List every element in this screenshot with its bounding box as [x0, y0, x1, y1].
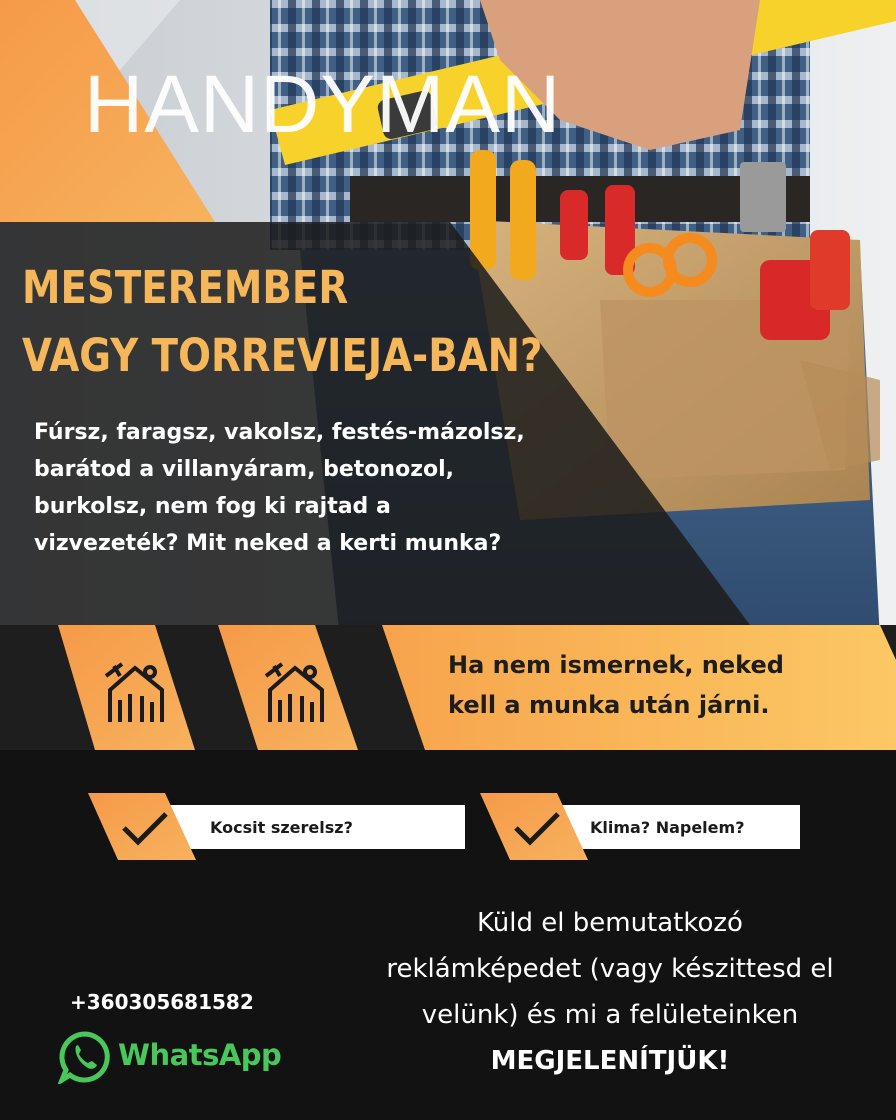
phone-number[interactable]: +360305681582 [70, 990, 254, 1014]
check-label-climate: Klima? Napelem? [590, 818, 745, 837]
checkmark-icon [120, 808, 170, 848]
cta-line-emphasis: MEGJELENÍTJÜK! [490, 1046, 730, 1076]
whatsapp-link[interactable] [58, 1030, 282, 1084]
intro-line: vizvezeték? Mit neked a kerti munka? [34, 531, 502, 556]
banner-line: kell a munka után járni. [448, 691, 770, 719]
check-label-car: Kocsit szerelsz? [210, 818, 353, 837]
tools-house-icon [260, 656, 330, 726]
cta-line: velünk) és mi a felületeinken [421, 1000, 799, 1030]
headline [22, 254, 543, 390]
cta-line: reklámképedet (vagy készittesd el [386, 954, 834, 984]
poster-title: HANDYMAN [84, 59, 562, 150]
banner-text [448, 645, 784, 725]
intro-text [34, 414, 594, 562]
whatsapp-icon [58, 1030, 112, 1084]
headline-line-1: MESTEREMBER [22, 261, 349, 314]
intro-line: barátod a villanyáram, betonozol, [34, 457, 455, 482]
whatsapp-label: WhatsApp [118, 1038, 282, 1072]
intro-line: burkolsz, nem fog ki rajtad a [34, 494, 391, 519]
intro-line: Fúrsz, faragsz, vakolsz, festés-mázolsz, [34, 420, 525, 445]
cta-line: Küld el bemutatkozó [477, 908, 743, 938]
tools-house-icon [100, 656, 170, 726]
call-to-action [330, 900, 890, 1084]
banner-line: Ha nem ismernek, neked [448, 651, 784, 679]
headline-line-2: VAGY TORREVIEJA-BAN? [22, 329, 543, 382]
checkmark-icon [512, 808, 562, 848]
